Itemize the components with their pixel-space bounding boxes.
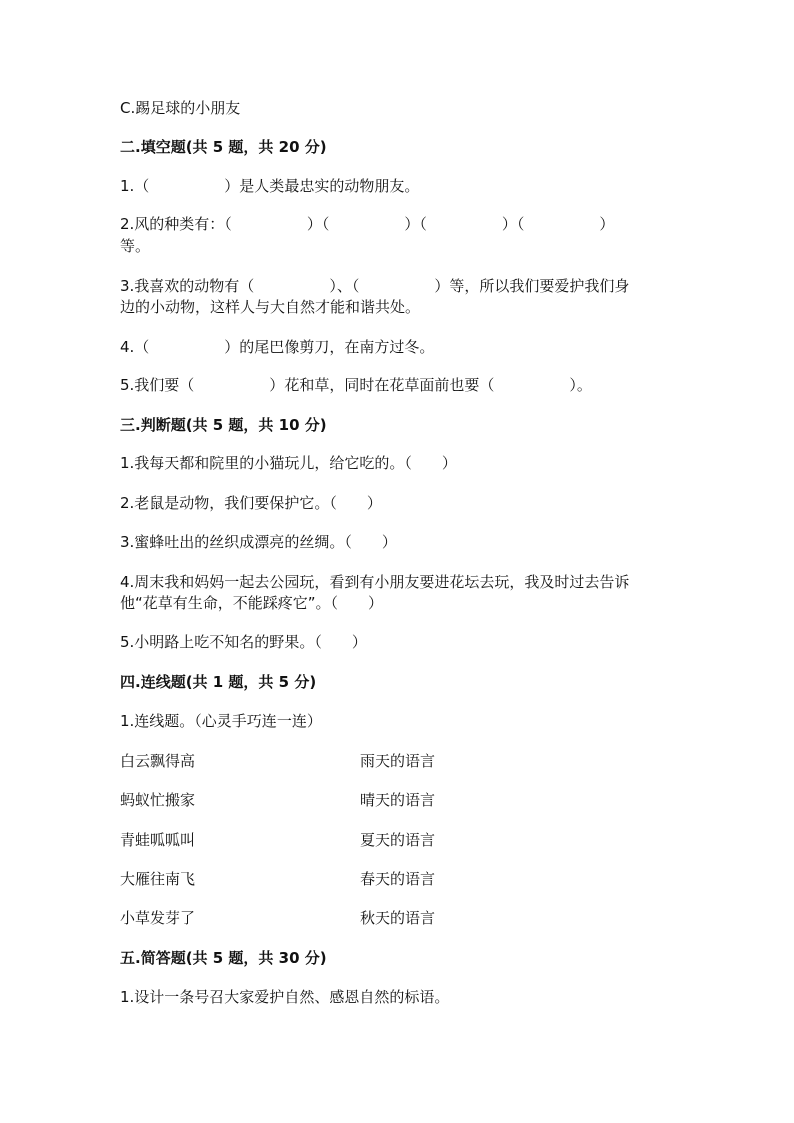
judge-question-5: 5.小明路上吃不知名的野果。（ ）	[120, 633, 367, 651]
match-right-item: 雨天的语言	[360, 752, 436, 770]
section-match-heading: 四.连线题(共 1 题，共 5 分)	[120, 673, 317, 691]
short-question-1: 1.设计一条号召大家爱护自然、感恩自然的标语。	[120, 988, 450, 1006]
match-question-1: 1.连线题。（心灵手巧连一连）	[120, 712, 322, 730]
fill-question-1: 1.（ ）是人类最忠实的动物朋友。	[120, 177, 420, 195]
match-right-item: 秋天的语言	[360, 909, 436, 927]
fill-question-2-line-1: 2.风的种类有：（ ）（ ）（ ）（ ）	[120, 215, 615, 233]
section-short-heading: 五.简答题(共 5 题，共 30 分)	[120, 949, 327, 967]
fill-question-5: 5.我们要（ ）花和草，同时在花草面前也要（ ）。	[120, 376, 592, 394]
match-right-item: 春天的语言	[360, 870, 436, 888]
match-left-item: 青蛙呱呱叫	[120, 831, 196, 849]
fill-question-4: 4.（ ）的尾巴像剪刀，在南方过冬。	[120, 338, 435, 356]
judge-question-2: 2.老鼠是动物，我们要保护它。（ ）	[120, 494, 382, 512]
match-left-item: 蚂蚁忙搬家	[120, 791, 196, 809]
fill-question-3-line-2: 边的小动物，这样人与大自然才能和谐共处。	[120, 298, 421, 316]
judge-question-1: 1.我每天都和院里的小猫玩儿，给它吃的。（ ）	[120, 454, 457, 472]
judge-question-4-line-1: 4.周末我和妈妈一起去公园玩，看到有小朋友要进花坛去玩，我及时过去告诉	[120, 573, 630, 591]
fill-question-3-line-1: 3.我喜欢的动物有（ ）、（ ）等，所以我们要爱护我们身	[120, 277, 630, 295]
judge-question-3: 3.蜜蜂吐出的丝织成漂亮的丝绸。（ ）	[120, 533, 397, 551]
section-fill-heading: 二.填空题(共 5 题，共 20 分)	[120, 138, 327, 156]
match-right-item: 晴天的语言	[360, 791, 436, 809]
judge-question-4-line-2: 他“花草有生命，不能踩疼它”。（ ）	[120, 594, 384, 612]
option-c: C.踢足球的小朋友	[120, 99, 241, 117]
fill-question-2-line-2: 等。	[120, 237, 151, 255]
match-right-item: 夏天的语言	[360, 831, 436, 849]
match-left-item: 小草发芽了	[120, 909, 196, 927]
section-judge-heading: 三.判断题(共 5 题，共 10 分)	[120, 416, 327, 434]
match-left-item: 白云飘得高	[120, 752, 196, 770]
match-left-item: 大雁往南飞	[120, 870, 196, 888]
